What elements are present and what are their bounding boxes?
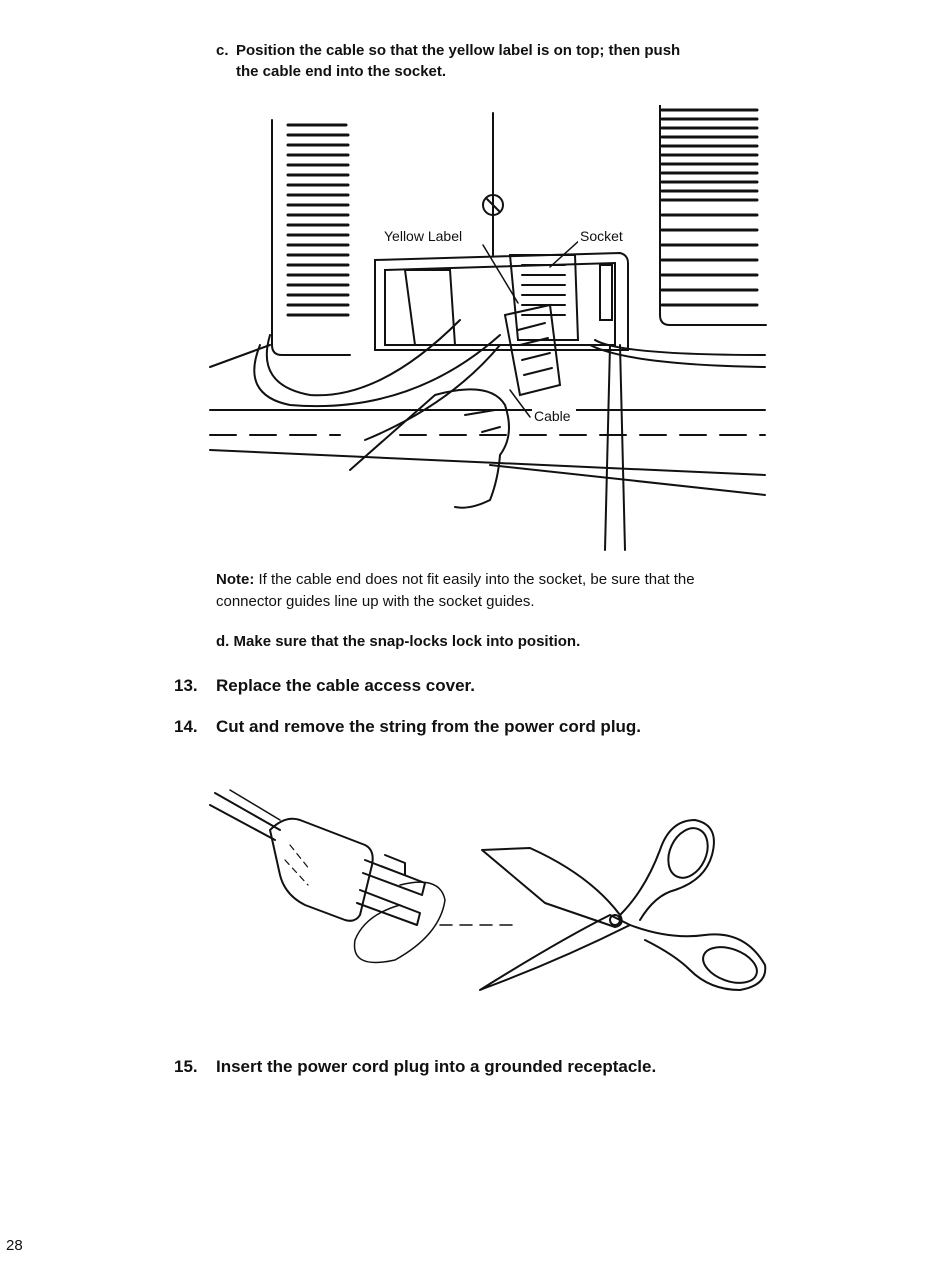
scissors-lower-handle (630, 925, 765, 990)
step-13 (174, 676, 475, 696)
step-14-number: 14. (174, 717, 198, 736)
power-cord (210, 793, 280, 840)
callout-socket: Socket (580, 228, 623, 244)
step-13-number: 13. (174, 676, 198, 695)
page-number: 28 (6, 1237, 23, 1254)
step-15-number: 15. (174, 1057, 198, 1076)
callout-cable: Cable (534, 408, 571, 424)
note-text: If the cable end does not fit easily into the socket, be sure that the connector guides line up with the socket guides. (216, 571, 695, 610)
plug-scissors-illustration (200, 775, 780, 1010)
scissors-upper-blade (482, 848, 622, 927)
string-loop (355, 882, 446, 962)
right-vent-grille (662, 110, 757, 305)
step-c-label: c. (216, 42, 229, 59)
step-c-instruction (216, 40, 776, 82)
callout-yellow-label: Yellow Label (384, 228, 463, 244)
note-paragraph (216, 569, 756, 613)
step-c-text-line2: the cable end into the socket. (236, 63, 447, 80)
step-d-label: d. (216, 633, 230, 650)
scissors-lower-blade (480, 915, 630, 990)
step-15 (174, 1057, 656, 1077)
scissors-upper-handle (620, 820, 714, 920)
step-d-instruction (216, 633, 580, 650)
step-d-text: Make sure that the snap-locks lock into position. (233, 633, 581, 650)
step-15-text: Insert the power cord plug into a grounded receptacle. (216, 1057, 657, 1076)
power-plug (270, 819, 373, 921)
cable-socket-illustration (200, 105, 780, 555)
step-13-text: Replace the cable access cover. (216, 676, 475, 695)
step-14 (174, 717, 641, 737)
note-label: Note: (216, 571, 255, 588)
step-c-text-line1: Position the cable so that the yellow label is on top; then push (236, 42, 681, 59)
step-14-text: Cut and remove the string from the power cord plug. (216, 717, 642, 736)
left-vent-grille (288, 125, 348, 315)
